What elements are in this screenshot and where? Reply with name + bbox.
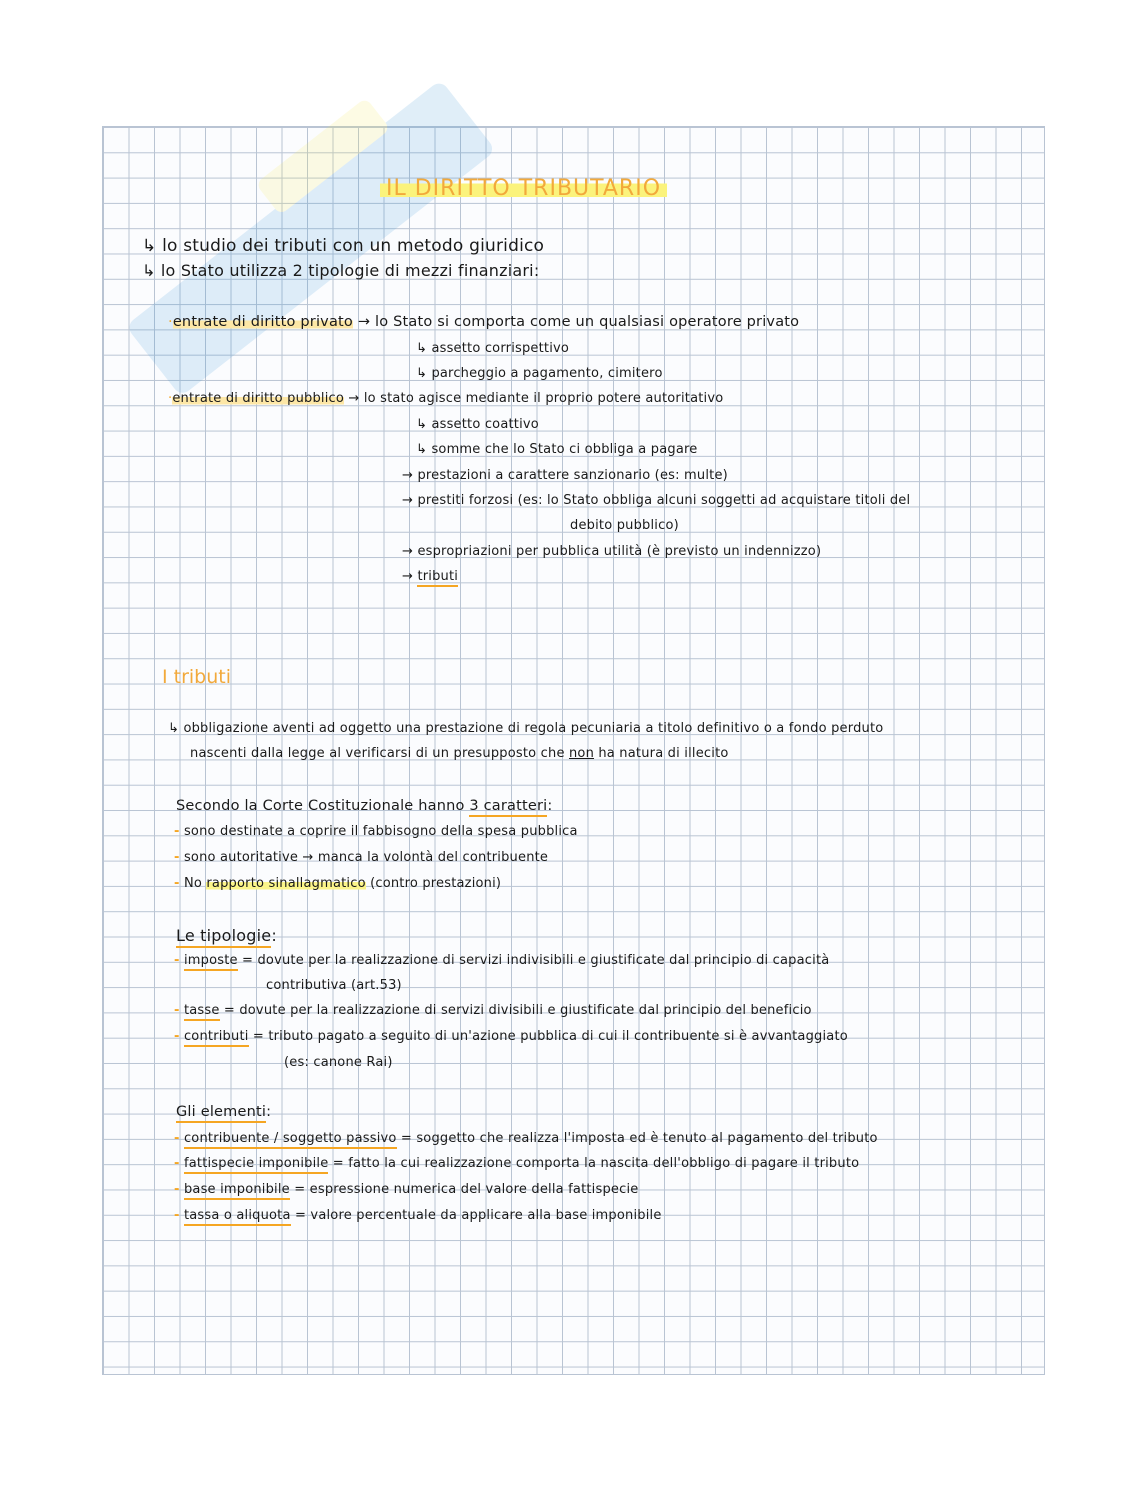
tipologia-imposte: - imposte = dovute per la realizzazione di servizi indivisibili e giustificate dal principio di capacità (174, 953, 829, 968)
entrate-pubblico-row: ·entrate di diritto pubblico → lo stato agisce mediante il proprio potere autoritativo (168, 391, 724, 406)
pubblico-item-3: → espropriazioni per pubblica utilità (è previsto un indennizzo) (402, 544, 822, 559)
tipologia-contributi: - contributi = tributo pagato a seguito di un'azione pubblica di cui il contribuente si è avvantaggiato (174, 1029, 848, 1044)
pubblico-item-4: → tributi (402, 569, 458, 584)
carattere-3: - No rapporto sinallagmatico (contro prestazioni) (174, 876, 502, 891)
tributi-def-1: ↳ obbligazione aventi ad oggetto una prestazione di regola pecuniaria a titolo definitivo o a fondo perduto (168, 721, 884, 736)
elemento-fattispecie: - fattispecie imponibile = fatto la cui realizzazione comporta la nascita dell'obbligo di pagare il tributo (174, 1156, 859, 1171)
tributi-heading: I tributi (162, 666, 232, 688)
intro-line-2: ↳ lo Stato utilizza 2 tipologie di mezzi finanziari: (142, 261, 540, 280)
privato-sub-1: ↳ assetto corrispettivo (416, 341, 570, 356)
tipologia-contributi-cont: (es: canone Rai) (284, 1055, 393, 1070)
tipologie-heading: Le tipologie: (176, 926, 277, 945)
tipologia-tasse: - tasse = dovute per la realizzazione di servizi divisibili e giustificate dal principio del beneficio (174, 1003, 812, 1018)
entrate-privato-label: entrate di diritto privato (172, 314, 354, 330)
pubblico-item-1: → prestazioni a carattere sanzionario (es: multe) (402, 468, 728, 483)
tipologia-imposte-cont: contributiva (art.53) (266, 978, 402, 993)
intro-line-1: ↳ lo studio dei tributi con un metodo giuridico (142, 236, 545, 256)
privato-sub-2: ↳ parcheggio a pagamento, cimitero (416, 366, 663, 381)
pubblico-item-2-cont: debito pubblico) (570, 518, 679, 533)
elemento-contribuente: - contribuente / soggetto passivo = soggetto che realizza l'imposta ed è tenuto al pagamento del tributo (174, 1131, 878, 1146)
elementi-heading: Gli elementi: (176, 1104, 271, 1120)
pubblico-sub-2: ↳ somme che lo Stato ci obbliga a pagare (416, 442, 698, 457)
entrate-pubblico-label: entrate di diritto pubblico (172, 391, 345, 406)
elemento-aliquota: - tassa o aliquota = valore percentuale da applicare alla base imponibile (174, 1208, 662, 1223)
tributi-def-2: nascenti dalla legge al verificarsi di un presupposto che non ha natura di illecito (190, 746, 729, 761)
pubblico-sub-1: ↳ assetto coattivo (416, 417, 539, 432)
carattere-1: - sono destinate a coprire il fabbisogno della spesa pubblica (174, 824, 578, 839)
pubblico-item-2: → prestiti forzosi (es: lo Stato obbliga alcuni soggetti ad acquistare titoli del (402, 493, 911, 508)
elemento-base: - base imponibile = espressione numerica del valore della fattispecie (174, 1182, 638, 1197)
carattere-2: - sono autoritative → manca la volontà del contribuente (174, 850, 549, 865)
entrate-privato-row: ·entrate di diritto privato → lo Stato si comporta come un qualsiasi operatore privato (168, 314, 800, 330)
page-title: IL DIRITTO TRIBUTARIO (380, 176, 667, 201)
corte-intro: Secondo la Corte Costituzionale hanno 3 caratteri: (176, 798, 552, 814)
